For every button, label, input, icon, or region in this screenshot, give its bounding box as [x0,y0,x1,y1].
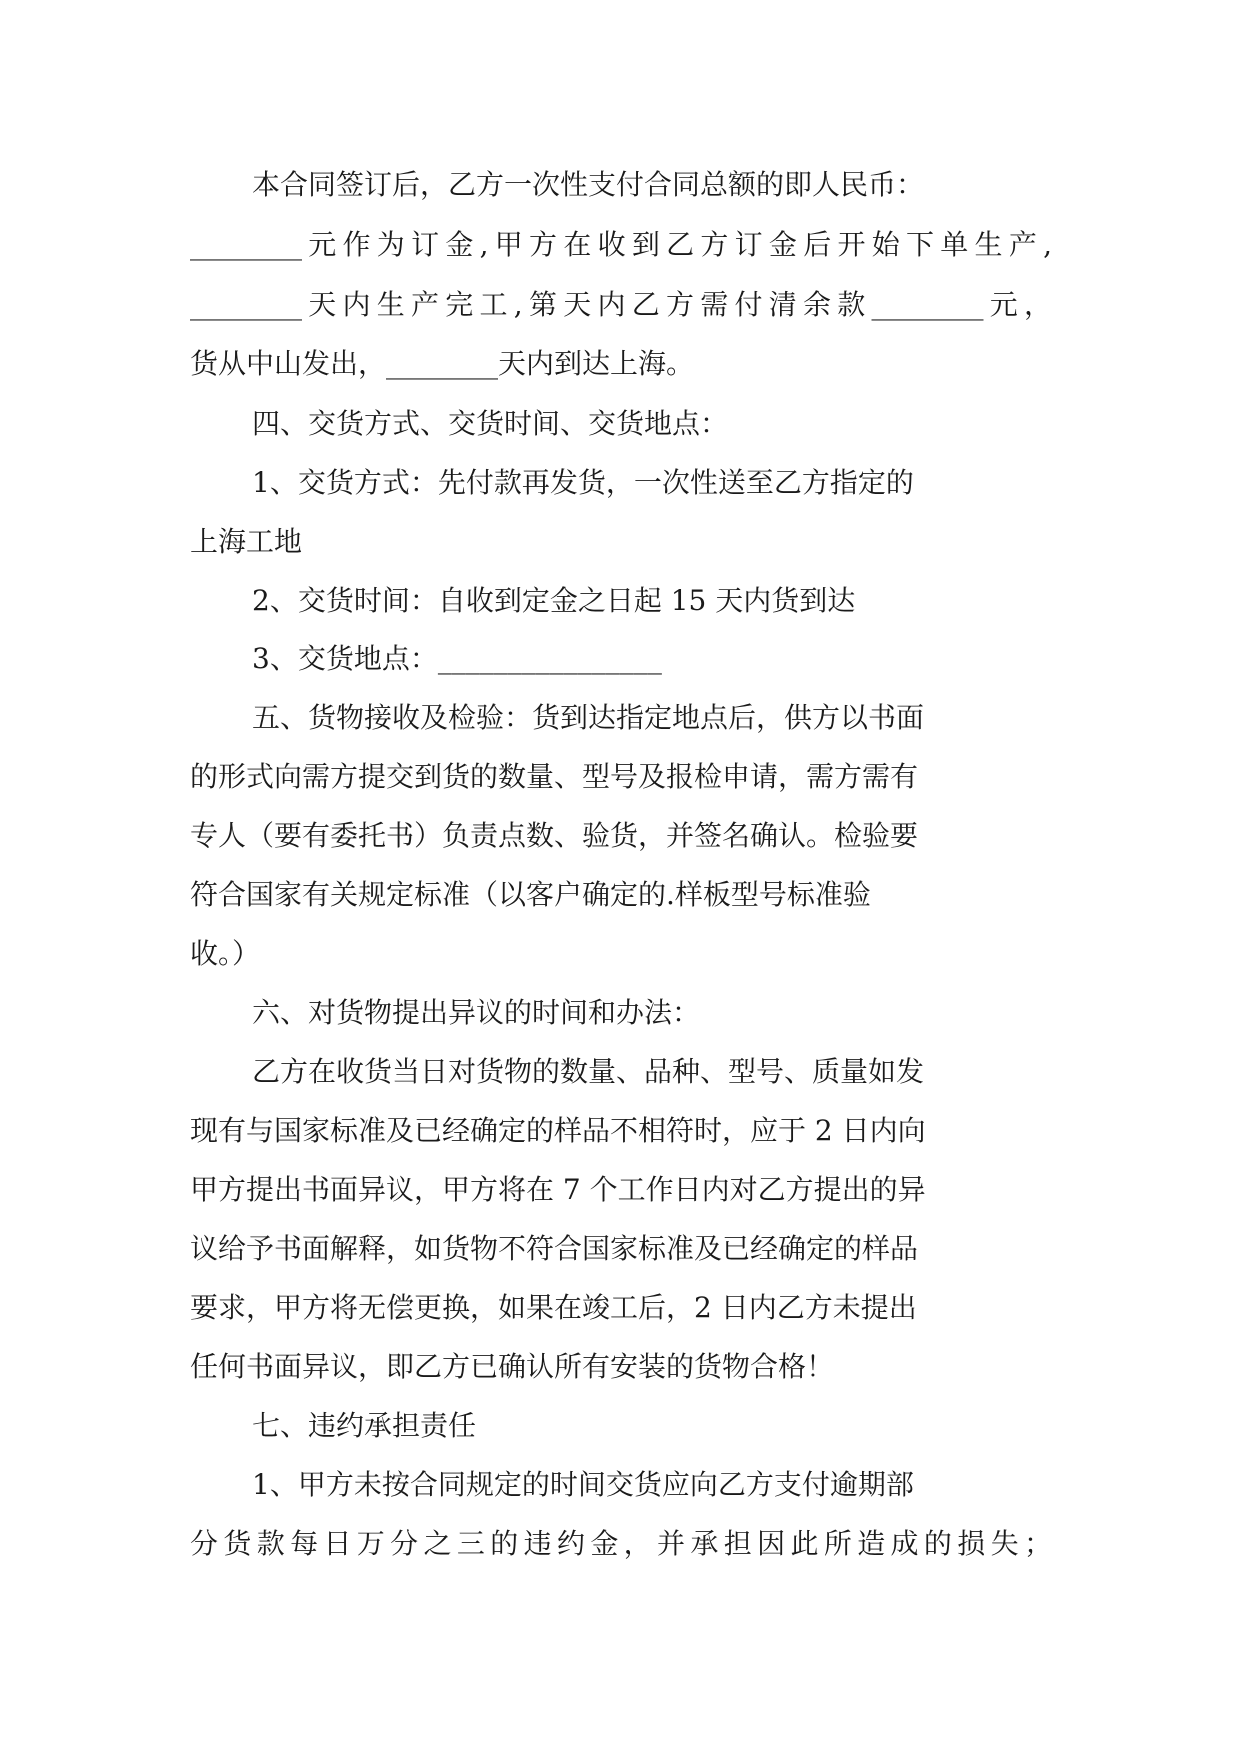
text-line: 现有与国家标准及已经确定的样品不相符时，应于 2 日内向 [190,1114,926,1147]
text-line: 议给予书面解释，如货物不符合国家标准及已经确定的样品 [190,1232,919,1265]
section-heading: 六、对货物提出异议的时间和办法： [252,996,701,1029]
section-heading: 五、货物接收及检验：货到达指定地点后，供方以书面 [252,701,925,734]
text-line: ________元作为订金,甲方在收到乙方订金后开始下单生产, [190,228,1052,261]
text-line: 任何书面异议，即乙方已确认所有安装的货物合格！ [190,1350,835,1383]
text-line: 收。） [190,937,261,970]
text-line: 符合国家有关规定标准（以客户确定的.样板型号标准验 [190,878,871,911]
text-line: 专人（要有委托书）负责点数、验货，并签名确认。检验要 [190,819,919,852]
text-line: 1、甲方未按合同规定的时间交货应向乙方支付逾期部 [252,1468,914,1501]
text-line: 本合同签订后，乙方一次性支付合同总额的即人民币： [252,168,925,201]
section-heading: 四、交货方式、交货时间、交货地点： [252,407,729,440]
text-line: 2、交货时间：自收到定金之日起 15 天内货到达 [252,584,856,617]
text-line: 的形式向需方提交到货的数量、型号及报检申请，需方需有 [190,760,919,793]
text-line: 甲方提出书面异议，甲方将在 7 个工作日内对乙方提出的异 [190,1173,926,1206]
text-line: 1、交货方式：先付款再发货，一次性送至乙方指定的 [252,466,914,499]
text-line: 乙方在收货当日对货物的数量、品种、型号、质量如发 [252,1055,925,1088]
section-heading: 七、违约承担责任 [252,1409,477,1442]
text-line: 货从中山发出，________天内到达上海。 [190,347,695,380]
text-line: 要求，甲方将无偿更换，如果在竣工后，2 日内乙方未提出 [190,1291,917,1324]
text-line: 3、交货地点：________________ [252,642,662,675]
text-line: 上海工地 [190,525,303,558]
text-line: 分货款每日万分之三的违约金，并承担因此所造成的损失； [190,1527,1052,1560]
text-line: ________天内生产完工,第天内乙方需付清余款________元， [190,288,1052,321]
